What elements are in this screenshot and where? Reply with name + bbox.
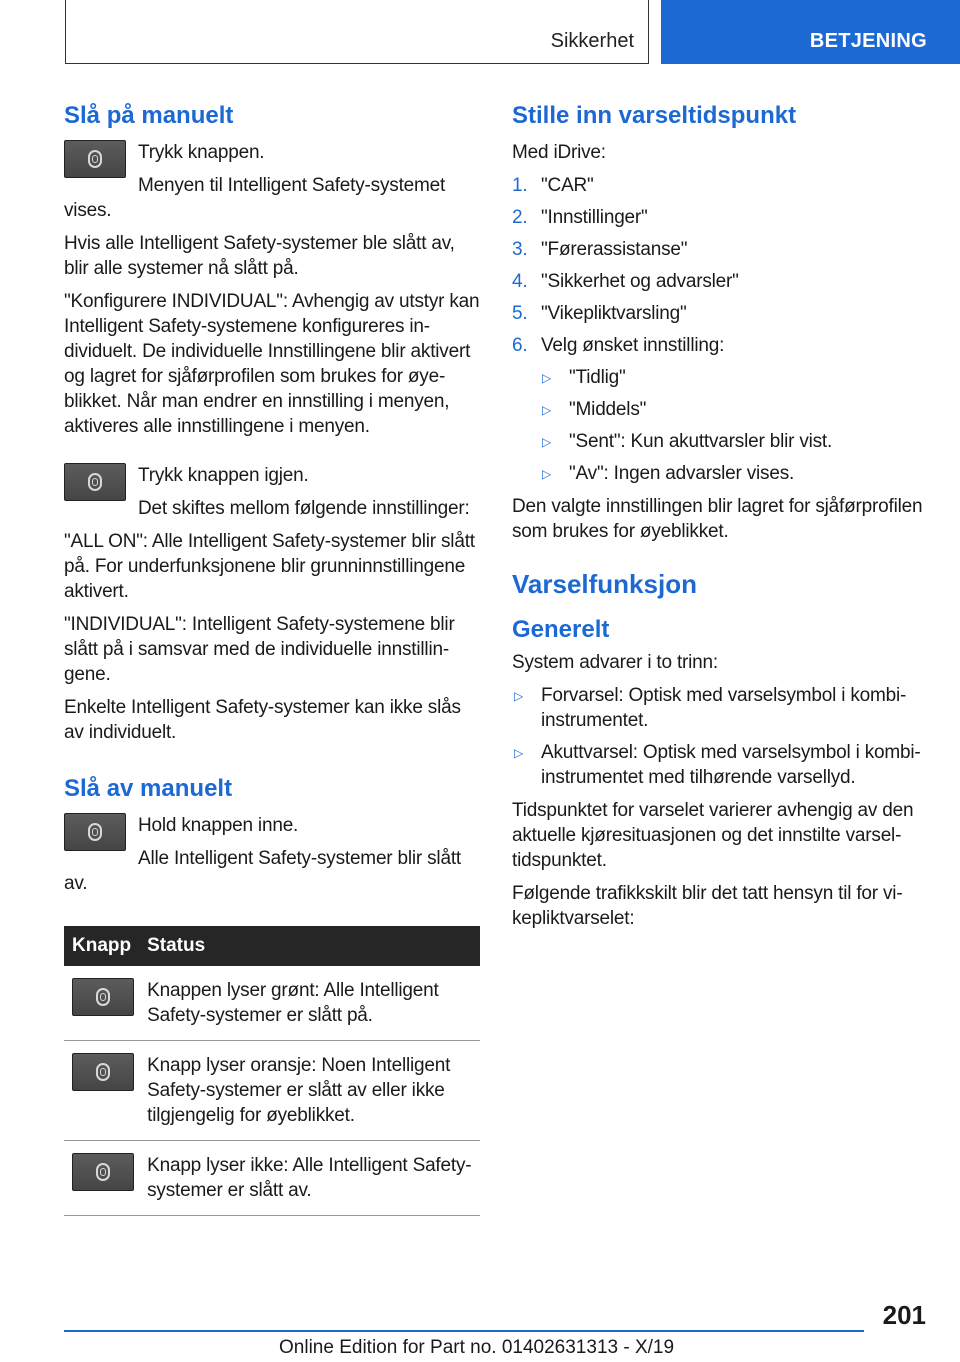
table-header-knapp: Knapp xyxy=(64,926,139,966)
safety-button-orange-icon xyxy=(72,1053,134,1091)
option-list xyxy=(512,365,928,486)
footer-edition: Online Edition for Part no. 01402631313 - X/19 xyxy=(279,1337,675,1358)
list-item: ▷ "Tidlig" xyxy=(512,365,928,390)
list-item: 3. "Førerassistanse" xyxy=(512,239,688,260)
safety-button-icon xyxy=(64,463,126,501)
paragraph: Hold knappen inne. xyxy=(138,815,299,836)
paragraph: "ALL ON": Alle Intelligent Safety-systemer blir slått på. For underfunksjonene blir grunninnstillingene aktivert. xyxy=(64,531,475,602)
switch-on-block xyxy=(64,140,480,231)
left-column xyxy=(64,100,480,1216)
table-cell-status: Knapp lyser ikke: Alle Intelligent Safety-systemer er slått av. xyxy=(139,1141,480,1216)
paragraph: Den valgte innstillingen blir lagret for sjåførprofilen som brukes for øyeblikket. xyxy=(512,496,923,542)
paragraph: Med iDrive: xyxy=(512,142,606,163)
heading-switch-off: Slå av manuelt xyxy=(64,775,233,802)
table-cell-status: Knapp lyser oransje: Noen Intelligent Safety-systemer er slått av eller ikke tilgjengelig for øyeblikket. xyxy=(139,1041,480,1141)
warning-stages xyxy=(512,683,928,790)
idrive-steps xyxy=(512,173,928,486)
safety-button-green-icon xyxy=(72,978,134,1016)
safety-button-icon xyxy=(64,140,126,178)
header-chapter-tab xyxy=(661,0,960,64)
list-item: 2. "Innstillinger" xyxy=(512,207,648,228)
heading-warning-function: Varselfunksjon xyxy=(512,569,697,599)
table-header-status: Status xyxy=(139,926,480,966)
paragraph: Følgende trafikkskilt blir det tatt hensyn til for vikepliktvarselet: xyxy=(512,883,903,929)
list-item: 6. Velg ønsket innstilling: ▷ "Tidlig" ▷ "Middels" ▷ "Sent": Kun akuttvarsler blir vist. ▷ "Av": Ingen advarsler vises. xyxy=(512,333,928,486)
paragraph: Tidspunktet for varselet varierer avhengig av den aktuelle kjøresituasjonen og det innstilte varseltidspunktet. xyxy=(512,800,914,871)
list-item: 4. "Sikkerhet og advarsler" xyxy=(512,271,739,292)
paragraph: Enkelte Intelligent Safety-systemer kan ikke slås av individuelt. xyxy=(64,697,461,743)
list-item: ▷ "Middels" xyxy=(512,397,928,422)
page-number: 201 xyxy=(882,1300,926,1330)
list-item: 1. "CAR" xyxy=(512,175,594,196)
triangle-bullet-icon: ▷ xyxy=(514,746,524,760)
header-section-title: Sikkerhet xyxy=(550,30,634,52)
header-section-box xyxy=(65,0,649,64)
paragraph: Trykk knappen. xyxy=(138,142,265,163)
footer-divider xyxy=(64,1330,864,1332)
table-row xyxy=(64,1141,480,1216)
list-item: 5. "Vikepliktvarsling" xyxy=(512,303,687,324)
button-status-table xyxy=(64,926,480,1216)
paragraph: "INDIVIDUAL": Intelligent Safety-systemene blir slått på i samsvar med de individuelle innstillingene. xyxy=(64,614,455,685)
safety-button-off-icon xyxy=(72,1153,134,1191)
paragraph: Trykk knappen igjen. xyxy=(138,465,309,486)
safety-button-icon xyxy=(64,813,126,851)
paragraph: Hvis alle Intelligent Safety-systemer ble slått av, blir alle systemer nå slått på. xyxy=(64,233,455,279)
press-again-block xyxy=(64,463,480,529)
paragraph: Alle Intelligent Safety-systemer blir slått av. xyxy=(64,848,461,894)
paragraph: Det skiftes mellom følgende innstillinger: xyxy=(138,498,470,519)
triangle-bullet-icon: ▷ xyxy=(542,467,552,481)
list-item: ▷ Akuttvarsel: Optisk med varselsymbol i kombi-instrumentet med tilhørende varsellyd. xyxy=(514,742,921,788)
switch-off-block xyxy=(64,813,480,904)
paragraph: "Konfigurere INDIVIDUAL": Avhengig av utstyr kan Intelligent Safety-systemene konfigureres individuelt. De individuelle Innstillingene blir aktivert og lagret for sjåførprofilen som brukes for øyeblikket. Når man endrer en innstilling i menyen, aktiveres alle innstillingene i menyen. xyxy=(64,291,480,437)
triangle-bullet-icon: ▷ xyxy=(542,403,552,417)
triangle-bullet-icon: ▷ xyxy=(514,689,524,703)
table-header-row xyxy=(64,926,480,966)
triangle-bullet-icon: ▷ xyxy=(542,435,552,449)
table-row xyxy=(64,966,480,1041)
heading-switch-on: Slå på manuelt xyxy=(64,102,234,129)
header-chapter-title: BETJENING xyxy=(809,30,927,52)
paragraph: System advarer i to trinn: xyxy=(512,652,718,673)
triangle-bullet-icon: ▷ xyxy=(542,371,552,385)
list-item: ▷ "Sent": Kun akuttvarsler blir vist. xyxy=(512,429,928,454)
heading-warning-time: Stille inn varseltidspunkt xyxy=(512,102,797,129)
heading-general: Generelt xyxy=(512,616,610,643)
list-item: ▷ Forvarsel: Optisk med varselsymbol i kombiinstrumentet. xyxy=(514,685,907,731)
right-column xyxy=(512,100,928,939)
table-row xyxy=(64,1041,480,1141)
list-item: ▷ "Av": Ingen advarsler vises. xyxy=(512,461,928,486)
table-cell-status: Knappen lyser grønt: Alle Intelligent Safety-systemer er slått på. xyxy=(139,966,480,1041)
paragraph: Menyen til Intelligent Safety-systemet vises. xyxy=(64,175,446,221)
